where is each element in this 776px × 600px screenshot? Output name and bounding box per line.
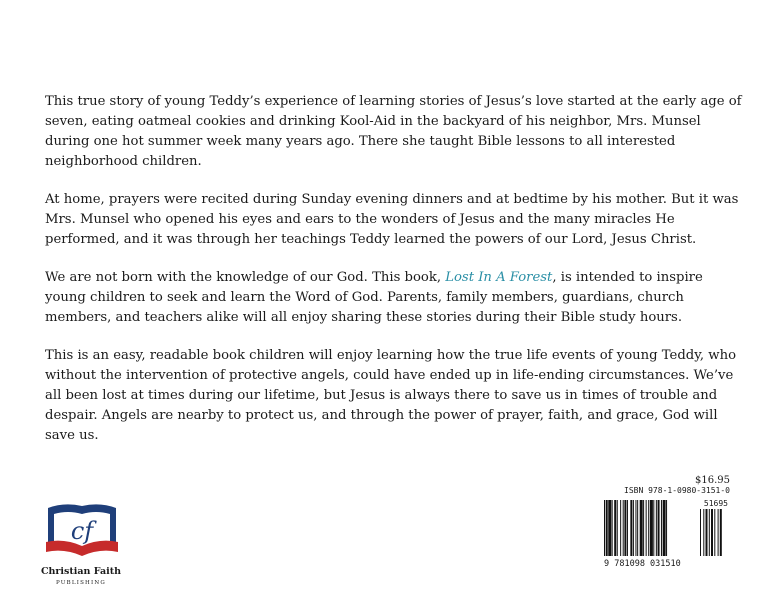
barcode-addon-bar xyxy=(700,509,701,556)
paragraph-1: This true story of young Teddy’s experience of learning stories of Jesus’s love started at the early age of seven, eating oatmeal cookies and drinking Kool-Aid in the backyard of his neighbor, Mrs. Munsel during one hot summer week many years ago. There she taught Bible lessons to all interested neighborhood children. xyxy=(45,94,742,169)
paragraph-3 xyxy=(45,268,745,328)
publisher-subtitle: PUBLISHING xyxy=(55,580,107,586)
isbn-label: ISBN 978-1-0980-3151-0 xyxy=(624,486,730,495)
barcode-number: 9 781098 031510 xyxy=(604,559,681,568)
cover-description xyxy=(45,92,745,464)
paragraph-2: At home, prayers were recited during Sunday evening dinners and at bedtime by his mother. But it was Mrs. Munsel who opened his eyes and ears to the wonders of Jesus and the many miracles He performed, and it was through her teachings Teddy learned the powers of our Lord, Jesus Christ. xyxy=(45,192,739,247)
barcode-bar xyxy=(637,500,638,556)
publisher-name: Christian Faith xyxy=(40,566,122,577)
barcode-bar xyxy=(604,500,605,556)
paragraph-4: This is an easy, readable book children will enjoy learning how the true life events of young Teddy, who without the intervention of protective angels, could have ended up in life-ending circumstances. We’ve all been lost at times during our lifetime, but Jesus is always there to save us in times of trouble and despair. Angels are nearby to protect us, and through the power of prayer, faith, and grace, God will save us. xyxy=(45,348,737,443)
barcode-bar xyxy=(663,500,666,556)
barcode-addon-bar xyxy=(703,509,704,556)
paragraph-3-end: , is intended to inspire young children to seek and learn the Word of God. Parents, family members, guardians, church members, and teachers alike will all enjoy sharing these stories during their Bible study hours. xyxy=(45,270,703,325)
barcode-addon-bar xyxy=(706,509,708,556)
barcode-price-code: 51695 xyxy=(703,499,728,508)
barcode-bar xyxy=(656,500,657,556)
barcode-bar xyxy=(648,500,649,556)
barcode-bar xyxy=(612,500,613,556)
barcode-addon-bar xyxy=(714,509,715,556)
barcode-bar xyxy=(623,500,624,556)
barcode-addon-bar xyxy=(709,509,710,556)
barcode-bar xyxy=(627,500,628,556)
barcode-bar xyxy=(614,500,616,556)
barcode-bar xyxy=(624,500,626,556)
barcode-bar xyxy=(620,500,621,556)
barcode-bar xyxy=(630,500,632,556)
barcode-addon-bar xyxy=(718,509,719,556)
barcode-addon-bar xyxy=(711,509,713,556)
barcode-bar xyxy=(653,500,654,556)
paragraph-3-start: We are not born with the knowledge of our God. This book, xyxy=(45,270,446,285)
barcode-bar xyxy=(633,500,634,556)
barcode-bar xyxy=(661,500,662,556)
price-label: $16.95 xyxy=(695,475,730,486)
barcode-bar xyxy=(658,500,660,556)
barcode-bar xyxy=(646,500,647,556)
barcode-bar xyxy=(666,500,667,556)
barcode-bar xyxy=(640,500,643,556)
book-title: Lost In A Forest xyxy=(445,270,553,285)
barcode-bar xyxy=(643,500,644,556)
barcode-bar xyxy=(635,500,636,556)
isbn-barcode xyxy=(600,496,732,568)
barcode-addon-bar xyxy=(720,509,722,556)
barcode-bar xyxy=(606,500,608,556)
barcode-bar xyxy=(617,500,618,556)
barcode-bar xyxy=(608,500,611,556)
barcode-bar xyxy=(650,500,653,556)
logo-letters: cf xyxy=(70,517,94,545)
